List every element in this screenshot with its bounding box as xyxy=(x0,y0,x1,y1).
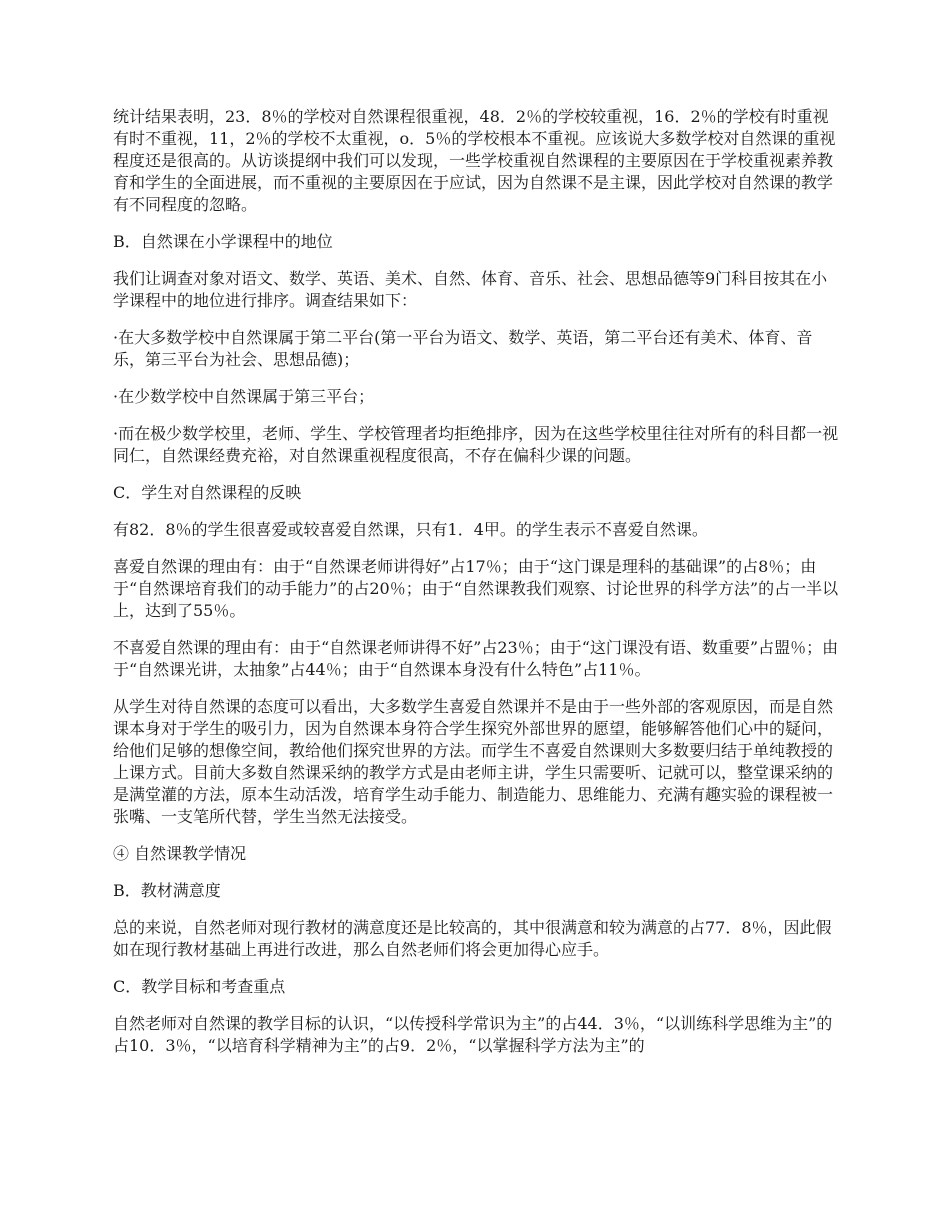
paragraph-teaching-goals: 自然老师对自然课的教学目标的认识，“以传授科学常识为主”的占44．3％，“以训练科学思维为主”的占10．3％，“以培育科学精神为主”的占9．2％，“以掌握科学方法为主”的 xyxy=(113,1014,833,1055)
paragraph-student-like-rate: 有82．8％的学生很喜爱或较喜爱自然课，只有1．4甲。的学生表示不喜爱自然课。 xyxy=(113,520,708,539)
paragraph-ranking-survey: 我们让调查对象对语文、数学、英语、美术、自然、体育、音乐、社会、思想品德等9门科目按其在小学课程中的地位进行排序。调查结果如下： xyxy=(113,269,828,310)
section-heading-b-status: B．自然课在小学课程中的地位 xyxy=(113,232,333,251)
paragraph-like-reasons: 喜爱自然课的理由有：由于“自然课老师讲得好”占17％；由于“这门课是理科的基础课”的占8％；由于“自然课培育我们的动手能力”的占20％；由于“自然课教我们观察、讨论世界的科学方法”的占一半以上，达到了55％。 xyxy=(113,557,839,620)
paragraph-dislike-reasons: 不喜爱自然课的理由有：由于“自然课老师讲得不好”占23％；由于“这门课没有语、数重要”占盟％；由于“自然课光讲，太抽象”占44％；由于“自然课本身没有什么特色”占11％。 xyxy=(113,638,839,679)
paragraph-statistics-results: 统计结果表明，23．8％的学校对自然课程很重视，48．2％的学校较重视，16．2％的学校有时重视有时不重视，11，2％的学校不太重视，o．5％的学校根本不重视。应该说大多数学校对自然课的重视程度还是很高的。从访谈提纲中我们可以发现，一些学校重视自然课程的主要原因在于学校重视素养教育和学生的全面进展，而不重视的主要原因在于应试，因为自然课不是主课，因此学校对自然课的教学有不同程度的忽略。 xyxy=(113,107,836,214)
document-page xyxy=(113,106,843,1072)
list-item-second-platform: ·在大多数学校中自然课属于第二平台(第一平台为语文、数学、英语，第二平台还有美术、体育、音乐，第三平台为社会、思想品德)； xyxy=(113,328,813,369)
list-item-refuse-ranking: ·而在极少数学校里，老师、学生、学校管理者均拒绝排序，因为在这些学校里往往对所有的科目都一视同仁，自然课经费充裕，对自然课重视程度很高，不存在偏科少课的问题。 xyxy=(113,424,839,465)
section-heading-c-teaching-goals: C．教学目标和考查重点 xyxy=(113,977,286,996)
section-heading-teaching-situation: ④ 自然课教学情况 xyxy=(113,844,247,863)
paragraph-attitude-analysis: 从学生对待自然课的态度可以看出，大多数学生喜爱自然课并不是由于一些外部的客观原因，而是自然课本身对于学生的吸引力，因为自然课本身符合学生探究外部世界的愿望，能够解答他们心中的疑问，给他们足够的想像空间，教给他们探究世界的方法。而学生不喜爱自然课则大多数要归结于单纯教授的上课方式。目前大多数自然课采纳的教学方式是由老师主讲，学生只需要听、记就可以，整堂课采纳的是满堂灌的方法，原本生动活泼，培育学生动手能力、制造能力、思维能力、充满有趣实验的课程被一张嘴、一支笔所代替，学生当然无法接受。 xyxy=(113,697,834,826)
section-heading-c-student-reaction: C．学生对自然课程的反映 xyxy=(113,483,302,502)
list-item-third-platform: ·在少数学校中自然课属于第三平台； xyxy=(113,387,375,406)
section-heading-b-textbook-satisfaction: B．教材满意度 xyxy=(113,881,221,900)
paragraph-textbook-satisfaction: 总的来说，自然老师对现行教材的满意度还是比较高的，其中很满意和较为满意的占77．8％，因此假如在现行教材基础上再进行改进，那么自然老师们将会更加得心应手。 xyxy=(113,918,832,959)
